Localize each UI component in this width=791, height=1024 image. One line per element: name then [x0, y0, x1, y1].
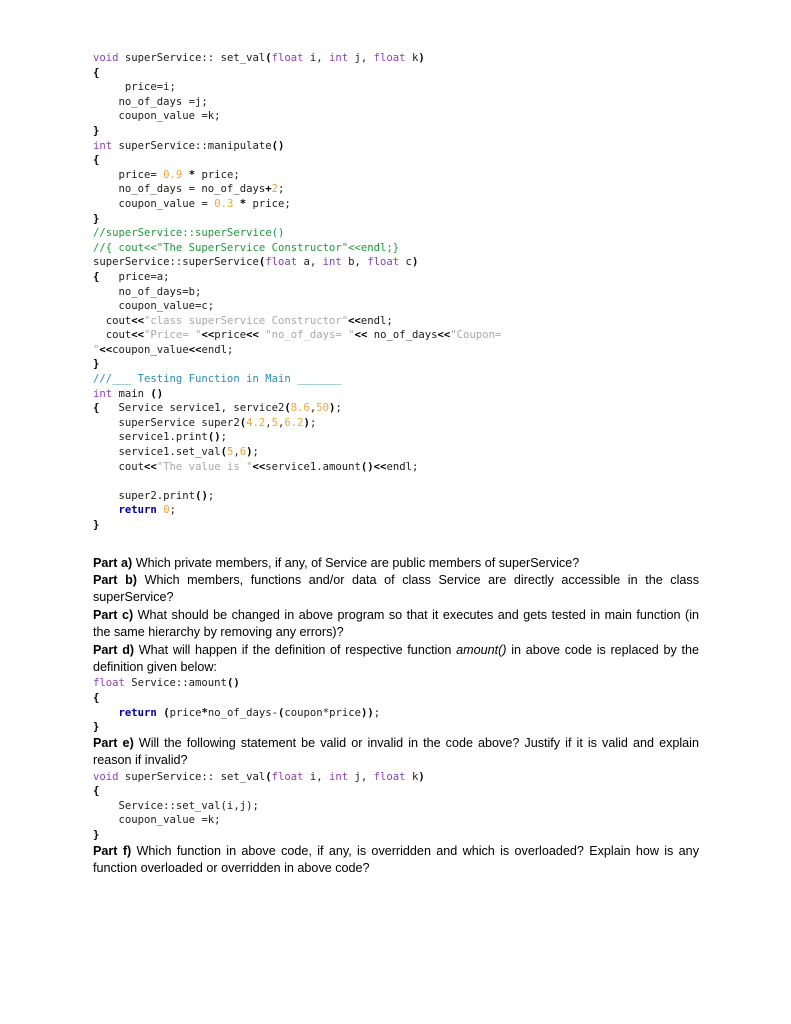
code-token: ;: [373, 706, 381, 719]
code-line: [93, 784, 699, 799]
code-token: ,: [233, 446, 240, 459]
code-token: Service service1, service2: [99, 402, 285, 415]
code-token: <<: [144, 460, 157, 473]
code-token: service1.print: [93, 431, 208, 444]
code-token: ///___ Testing Function in Main _______: [93, 373, 342, 386]
code-token: ;: [309, 416, 317, 429]
code-token: <<: [99, 343, 113, 356]
code-token: a,: [297, 256, 323, 269]
code-token: return: [118, 706, 157, 719]
code-token: super2.print: [93, 489, 196, 502]
code-token: (): [226, 677, 240, 690]
code-token: float: [373, 52, 406, 64]
code-token: ): [418, 770, 425, 783]
code-line: [93, 770, 699, 785]
code-line: [93, 285, 699, 300]
code-line: [93, 813, 699, 828]
code-line: [93, 445, 699, 460]
code-line: [93, 168, 699, 183]
code-line: [93, 676, 699, 691]
code-token: coupon_value: [112, 343, 189, 356]
code-line: [93, 226, 699, 241]
code-token: {: [93, 66, 100, 79]
code-token: price=a;: [99, 270, 170, 283]
code-line: [93, 314, 699, 329]
question-part-b: Part b) Which members, functions and/or data of class Service are directly accessible in the class superService?: [93, 573, 699, 605]
code-token: 8.6: [290, 402, 310, 415]
code-token: 6.2: [284, 416, 304, 429]
code-line: [93, 212, 699, 227]
code-token: j,: [348, 770, 374, 783]
code-line: [93, 372, 699, 387]
code-listing-main: [93, 51, 699, 533]
code-token: cout: [93, 329, 132, 342]
code-line: [93, 109, 699, 124]
code-token: (): [207, 431, 221, 444]
code-token: superService::manipulate: [112, 139, 272, 152]
code-token: ;: [252, 446, 259, 459]
code-token: return: [118, 504, 157, 517]
question-part-a: Part a) Which private members, if any, of Service are public members of superService?: [93, 555, 580, 570]
code-token: k: [405, 52, 419, 64]
code-token: (: [239, 416, 247, 429]
code-token: no_of_days: [367, 329, 438, 342]
code-token: coupon_value=c;: [93, 300, 215, 313]
code-line: [93, 255, 699, 270]
code-token: ): [360, 706, 368, 719]
code-token: k: [405, 770, 419, 783]
code-token: ;: [278, 183, 285, 196]
code-token: "no_of_days= ": [265, 329, 355, 342]
document-page: [93, 51, 699, 877]
code-line: [93, 80, 699, 95]
code-token: <<: [252, 460, 266, 473]
code-token: <<: [188, 343, 202, 356]
code-token: coupon_value =k;: [93, 814, 221, 827]
code-token: j,: [348, 52, 374, 64]
code-line: [93, 197, 699, 212]
code-line: [93, 828, 699, 843]
code-token: coupon*price: [284, 706, 361, 719]
code-line: [93, 357, 699, 372]
code-line: [93, 51, 699, 66]
code-line: [93, 430, 699, 445]
code-token: ;: [220, 431, 227, 444]
code-token: int: [93, 387, 113, 400]
code-token: *: [239, 197, 247, 210]
code-token: service1.amount: [265, 460, 361, 473]
code-token: superService:: set_val: [118, 770, 266, 783]
code-line: [93, 270, 699, 285]
code-token: 5: [271, 416, 279, 429]
code-token: }: [93, 358, 100, 371]
code-token: (: [265, 52, 272, 64]
code-token: Service::set_val(i,j);: [93, 799, 259, 812]
code-token: service1.set_val: [93, 446, 221, 459]
code-token: //{ cout<<"The SuperService Constructor"<<endl;}: [93, 241, 400, 254]
code-token: ,: [309, 402, 317, 415]
code-token: (: [163, 706, 170, 719]
code-line: [93, 720, 699, 735]
code-line: [93, 95, 699, 110]
code-token: }: [93, 519, 100, 531]
code-token: no_of_days=b;: [93, 285, 202, 298]
code-token: "Price= ": [144, 329, 202, 342]
code-token: }: [93, 212, 100, 225]
code-token: float: [93, 677, 125, 690]
code-token: (): [360, 460, 374, 473]
code-token: <<: [437, 329, 451, 342]
code-listing-amount: [93, 676, 699, 734]
code-token: 0: [163, 504, 170, 517]
code-token: {: [93, 270, 100, 283]
code-token: {: [93, 402, 100, 415]
code-token: ,: [278, 416, 285, 429]
code-token: ): [411, 256, 419, 269]
code-line: [93, 328, 699, 343]
code-token: i,: [303, 770, 330, 783]
code-token: price=i;: [93, 81, 176, 94]
code-token: ,: [265, 416, 272, 429]
code-line: [93, 401, 699, 416]
code-token: *: [201, 706, 208, 719]
code-line: [93, 241, 699, 256]
code-token: (: [278, 706, 285, 719]
code-token: <<: [246, 329, 259, 342]
question-part-d: Part d) What will happen if the definition of respective function amount() in above code is replaced by the definition given below:: [93, 642, 699, 675]
code-token: 50: [316, 402, 330, 415]
code-line: [93, 489, 699, 504]
code-token: price;: [246, 197, 291, 210]
code-token: c: [399, 256, 412, 269]
code-line: [93, 343, 699, 358]
code-token: }: [93, 829, 100, 841]
code-token: (: [284, 402, 291, 415]
code-line: [93, 706, 699, 721]
code-token: float: [271, 770, 304, 783]
code-token: main: [112, 387, 151, 400]
code-line: [93, 691, 699, 706]
code-token: superService super2: [93, 416, 240, 429]
code-token: "Coupon=: [450, 329, 502, 342]
code-token: int: [322, 256, 342, 269]
code-token: void: [93, 770, 119, 783]
code-line: [93, 139, 699, 154]
code-token: <<: [201, 329, 215, 342]
code-token: float: [367, 256, 400, 269]
code-token: (: [265, 770, 272, 783]
code-token: ): [303, 416, 310, 429]
code-line: [93, 518, 699, 533]
code-token: int: [329, 770, 349, 783]
code-token: b,: [341, 256, 368, 269]
code-token: ;: [169, 504, 176, 517]
code-token: (): [150, 387, 164, 400]
code-token: [93, 707, 119, 719]
code-token: (: [258, 256, 266, 269]
code-token: int: [93, 139, 113, 152]
code-token: ): [329, 402, 336, 415]
code-token: coupon_value =k;: [93, 110, 221, 123]
code-line: [93, 124, 699, 139]
code-token: 2: [271, 183, 278, 196]
question-part-f: Part f) Which function in above code, if any, is overridden and which is overloaded? Explain how is any function overloaded or overridden in above code?: [93, 843, 699, 875]
code-token: coupon_value =: [93, 197, 215, 210]
code-token: no_of_days-: [207, 706, 279, 719]
code-token: <<: [348, 314, 361, 327]
code-line: [93, 66, 699, 81]
code-token: }: [93, 721, 100, 734]
code-token: Service::amount: [124, 677, 227, 690]
code-token: ;: [335, 402, 342, 415]
code-token: (): [195, 489, 208, 502]
code-line: [93, 460, 699, 475]
code-token: "The value is ": [156, 460, 253, 473]
code-line: [93, 299, 699, 314]
code-listing-set-val: [93, 770, 699, 843]
code-token: float: [271, 52, 304, 64]
code-token: 6: [239, 446, 247, 459]
code-token: 0.9: [163, 168, 183, 181]
code-token: endl;: [360, 314, 393, 327]
code-token: void: [93, 52, 119, 64]
code-token: endl;: [201, 343, 234, 356]
code-token: (): [271, 139, 285, 152]
code-token: price;: [195, 168, 240, 181]
code-token: cout: [93, 460, 145, 473]
code-token: endl;: [386, 460, 419, 473]
code-line: [93, 182, 699, 197]
code-token: superService:: set_val: [118, 52, 266, 64]
question-part-e: Part e) Will the following statement be valid or invalid in the code above? Justify if it is valid and explain reason if invalid?: [93, 735, 699, 768]
code-token: superService::superService: [93, 256, 259, 269]
code-token: ): [246, 446, 253, 459]
code-token: *: [188, 168, 196, 181]
code-token: cout: [93, 314, 132, 327]
code-token: <<: [354, 329, 368, 342]
code-token: ): [418, 52, 425, 64]
code-token: [93, 504, 119, 516]
code-token: price: [214, 329, 247, 342]
code-token: (: [220, 446, 227, 459]
code-token: //superService::superService(): [93, 227, 285, 240]
code-token: 4.2: [246, 416, 266, 429]
code-token: {: [93, 785, 100, 798]
code-token: float: [373, 770, 406, 783]
code-token: {: [93, 154, 100, 167]
code-token: }: [93, 124, 100, 137]
code-token: no_of_days = no_of_days: [93, 183, 266, 196]
code-line: [93, 153, 699, 168]
code-token: <<: [131, 329, 145, 342]
code-token: <<: [373, 460, 387, 473]
code-token: price: [169, 706, 202, 719]
code-token: no_of_days =j;: [93, 95, 208, 108]
code-token: {: [93, 692, 100, 705]
code-token: i,: [303, 52, 330, 64]
code-token: ;: [207, 489, 215, 502]
code-line: [93, 474, 699, 489]
code-line: [93, 387, 699, 402]
code-token: "class superService Constructor": [144, 314, 349, 327]
code-token: ): [367, 706, 374, 719]
question-part-c: Part c) What should be changed in above program so that it executes and gets tested in main function (in the same hierarchy by removing any errors)?: [93, 607, 699, 640]
code-token: price=: [93, 168, 164, 181]
code-token: int: [329, 52, 349, 64]
code-line: [93, 416, 699, 431]
code-token: ": [93, 343, 100, 356]
code-token: +: [265, 183, 272, 196]
code-line: [93, 799, 699, 814]
code-token: float: [265, 256, 298, 269]
code-token: 0.3: [214, 197, 234, 210]
code-token: <<: [131, 314, 145, 327]
code-line: [93, 503, 699, 518]
code-token: 5: [226, 446, 234, 459]
